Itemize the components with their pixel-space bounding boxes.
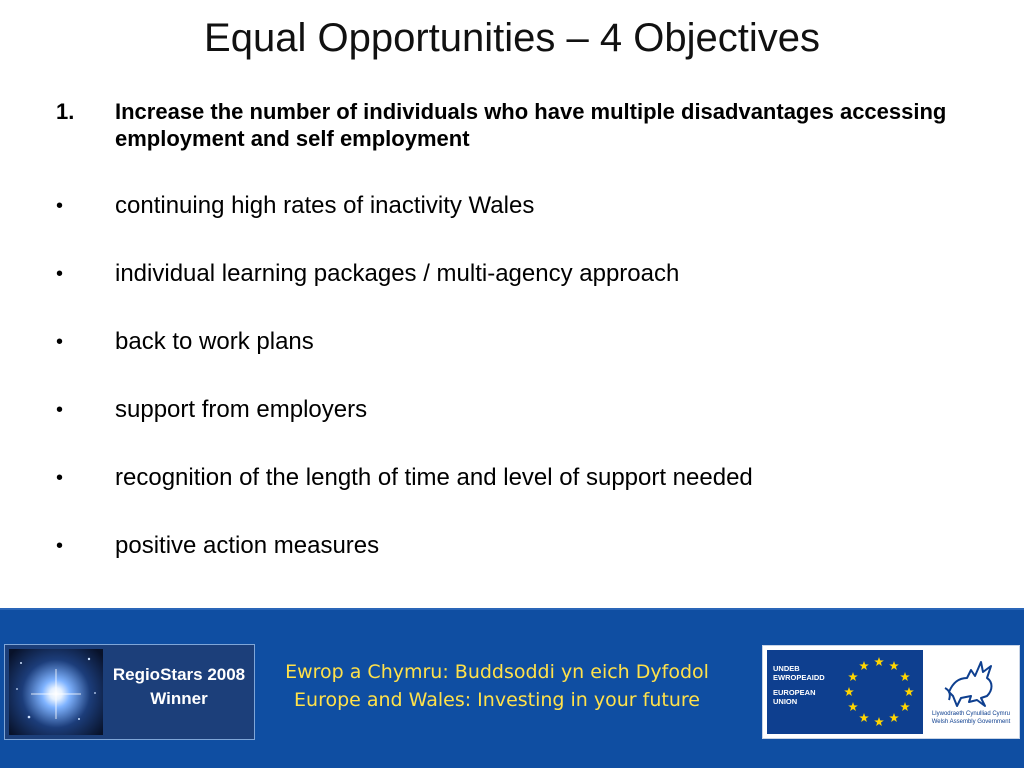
objective-heading: [56, 98, 956, 152]
bullet-marker: •: [56, 331, 64, 353]
award-subtitle: Winner: [150, 689, 208, 708]
objective-text: Increase the number of individuals who have multiple disadvantages accessing employment and self employment: [115, 99, 947, 151]
eu-logo-text: [773, 664, 839, 706]
bullet-marker: •: [56, 535, 64, 557]
bullet-item: [56, 394, 956, 462]
bullet-text: positive action measures: [115, 532, 380, 559]
eu-stars-icon: [839, 652, 919, 732]
eu-logo: [767, 650, 923, 734]
partner-logos: [762, 645, 1020, 739]
footer-divider: [0, 608, 1024, 610]
eu-welsh-line2: EWROPEAIDD: [773, 673, 825, 682]
bullet-text: support from employers: [115, 396, 368, 423]
regiostars-badge: [4, 644, 255, 740]
eu-welsh-line1: UNDEB: [773, 664, 800, 673]
bullet-text: continuing high rates of inactivity Wales: [115, 192, 535, 219]
footer-banner: [0, 608, 1024, 768]
tagline-english: Europe and Wales: Investing in your future: [294, 689, 700, 711]
bullet-list: [56, 190, 956, 598]
bullet-item: [56, 258, 956, 326]
bullet-text: recognition of the length of time and level of support needed: [115, 464, 753, 491]
wag-english: Welsh Assembly Government: [931, 719, 1011, 725]
bullet-marker: •: [56, 399, 64, 421]
objective-number: 1.: [56, 99, 75, 124]
eu-english-line1: EUROPEAN: [773, 688, 816, 697]
bullet-marker: •: [56, 263, 64, 285]
bullet-item: [56, 462, 956, 530]
starburst-icon: [9, 649, 103, 735]
eu-english-line2: UNION: [773, 697, 798, 706]
footer-tagline: [258, 658, 736, 714]
wag-logo-text: [925, 710, 1017, 726]
bullet-item: [56, 326, 956, 394]
tagline-welsh: Ewrop a Chymru: Buddsoddi yn eich Dyfodol: [285, 661, 709, 683]
wag-welsh: Llywodraeth Cynulliad Cymru: [931, 711, 1011, 717]
bullet-text: back to work plans: [115, 328, 314, 355]
dragon-icon: [941, 652, 999, 708]
bullet-marker: •: [56, 467, 64, 489]
bullet-marker: •: [56, 195, 64, 217]
award-title: RegioStars 2008: [112, 665, 246, 684]
slide-title: Equal Opportunities – 4 Objectives: [204, 16, 820, 60]
bullet-item: [56, 190, 956, 258]
bullet-text: individual learning packages / multi-agency approach: [115, 260, 680, 287]
welsh-assembly-logo: [925, 650, 1015, 734]
award-text: [105, 663, 253, 711]
bullet-item: [56, 530, 956, 598]
